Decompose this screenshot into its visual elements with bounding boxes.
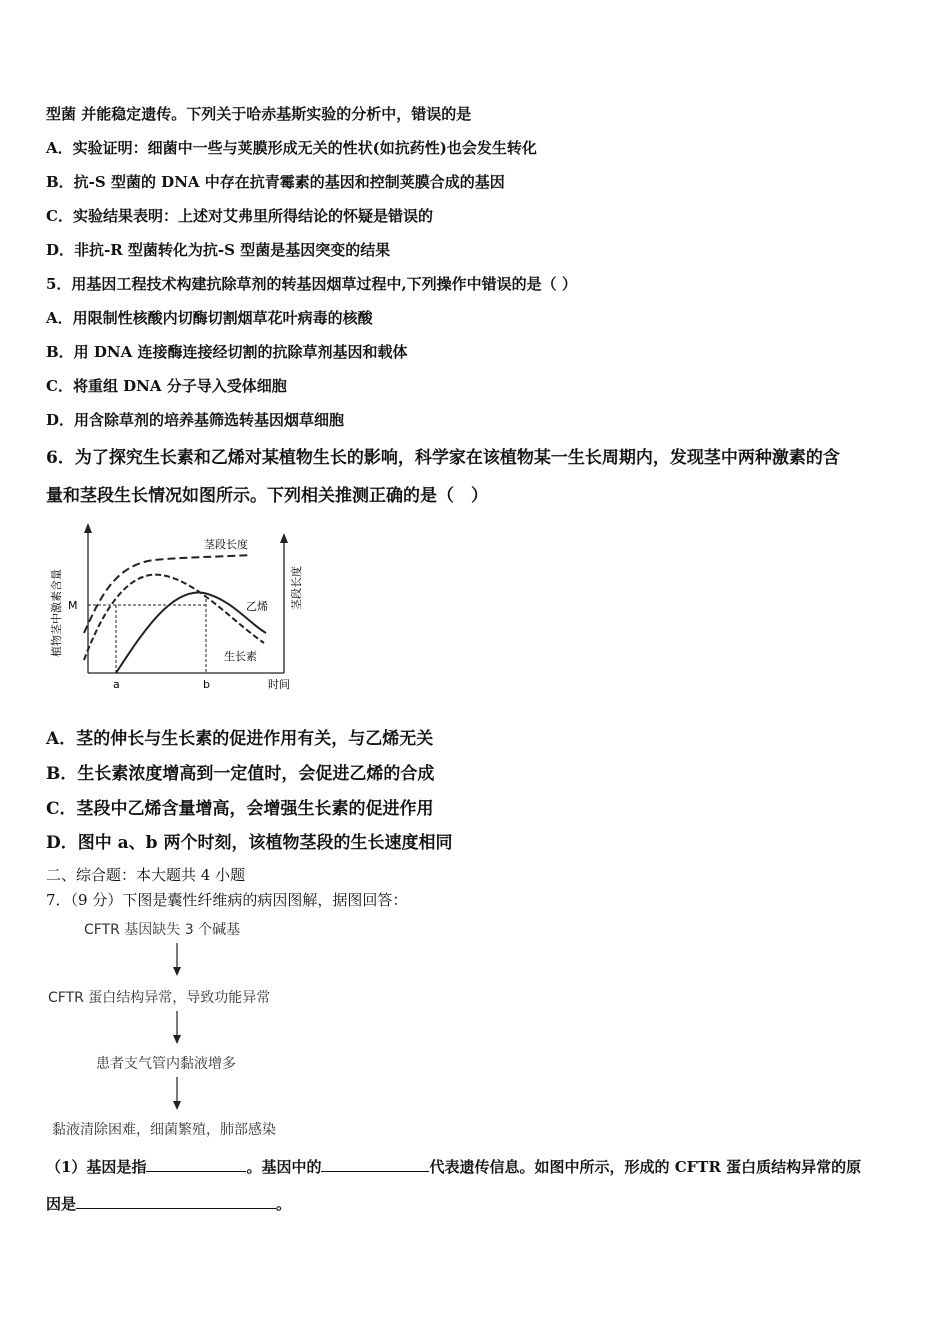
q7-sub1-line2 bbox=[46, 1193, 291, 1214]
q4-option-a: A．实验证明：细菌中一些与荚膜形成无关的性状(如抗药性)也会发生转化 bbox=[46, 139, 537, 157]
y-axis-arrow bbox=[84, 523, 92, 533]
q7-sub1-part-e: 。 bbox=[276, 1195, 292, 1213]
q5-option-c: C．将重组 DNA 分子导入受体细胞 bbox=[46, 377, 287, 395]
q5-stem: 5．用基因工程技术构建抗除草剂的转基因烟草过程中,下列操作中错误的是（ ） bbox=[46, 275, 577, 293]
curve-label-ethylene: 乙烯 bbox=[246, 600, 268, 613]
flow-step-2: CFTR 蛋白结构异常，导致功能异常 bbox=[48, 990, 271, 1006]
stem-length-curve bbox=[84, 555, 251, 633]
q7-sub1-part-b: 。基因中的 bbox=[246, 1158, 322, 1176]
y-right-label: 茎段长度 bbox=[290, 566, 303, 610]
flow-arrow-2 bbox=[171, 1011, 183, 1045]
x-axis-label: 时间 bbox=[268, 678, 290, 691]
q7-sub1-part-a: （1）基因是指 bbox=[46, 1158, 147, 1176]
q6-option-d: D．图中 a、b 两个时刻，该植物茎段的生长速度相同 bbox=[46, 833, 453, 853]
q7-sub1-line1 bbox=[46, 1156, 861, 1177]
flow-step-1: CFTR 基因缺失 3 个碱基 bbox=[84, 922, 241, 938]
hormone-figure bbox=[46, 515, 308, 695]
q6-stem-line1: 6．为了探究生长素和乙烯对某植物生长的影响，科学家在该植物某一生长周期内，发现茎中两种激素的含 bbox=[46, 448, 840, 468]
flow-arrow-1 bbox=[171, 943, 183, 977]
answer-blank-2[interactable] bbox=[321, 1157, 429, 1172]
flow-step-4: 黏液清除困难，细菌繁殖，肺部感染 bbox=[52, 1122, 276, 1138]
curve-label-auxin: 生长素 bbox=[224, 650, 257, 663]
q4-stem-tail: 型菌 并能稳定遗传。下列关于哈赤基斯实验的分析中，错误的是 bbox=[46, 105, 472, 123]
q5-option-d: D．用含除草剂的培养基筛选转基因烟草细胞 bbox=[46, 411, 345, 429]
y-left-label: 植物茎中激素含量 bbox=[50, 569, 63, 657]
section-heading: 二、综合题：本大题共 4 小题 bbox=[46, 866, 246, 884]
q7-sub1-part-d: 因是 bbox=[46, 1195, 77, 1213]
q5-option-b: B．用 DNA 连接酶连接经切割的抗除草剂基因和载体 bbox=[46, 343, 408, 361]
m-label: M bbox=[68, 599, 78, 612]
curve-label-stem: 茎段长度 bbox=[204, 538, 248, 551]
a-label: a bbox=[113, 678, 120, 691]
q4-option-c: C．实验结果表明：上述对艾弗里所得结论的怀疑是错误的 bbox=[46, 207, 433, 225]
flow-arrow-3 bbox=[171, 1077, 183, 1111]
q5-option-a: A．用限制性核酸内切酶切割烟草花叶病毒的核酸 bbox=[46, 309, 373, 327]
y-axis-right-arrow bbox=[280, 533, 288, 543]
q6-option-c: C．茎段中乙烯含量增高，会增强生长素的促进作用 bbox=[46, 799, 434, 819]
b-label: b bbox=[203, 678, 210, 691]
answer-blank-3[interactable] bbox=[76, 1194, 276, 1209]
q4-option-d: D．非抗-R 型菌转化为抗-S 型菌是基因突变的结果 bbox=[46, 241, 391, 259]
q4-option-b: B．抗-S 型菌的 DNA 中存在抗青霉素的基因和控制荚膜合成的基因 bbox=[46, 173, 505, 191]
auxin-curve bbox=[84, 575, 264, 660]
q6-option-a: A．茎的伸长与生长素的促进作用有关，与乙烯无关 bbox=[46, 729, 434, 749]
q7-sub1-part-c: 代表遗传信息。如图中所示，形成的 CFTR 蛋白质结构异常的原 bbox=[429, 1158, 862, 1176]
flow-step-3: 患者支气管内黏液增多 bbox=[96, 1056, 236, 1072]
q6-stem-line2: 量和茎段生长情况如图所示。下列相关推测正确的是（ ） bbox=[46, 486, 488, 506]
answer-blank-1[interactable] bbox=[146, 1157, 246, 1172]
q7-stem: 7．（9 分）下图是囊性纤维病的病因图解，据图回答： bbox=[46, 891, 408, 909]
flow-diagram bbox=[46, 915, 316, 1145]
q6-option-b: B．生长素浓度增高到一定值时，会促进乙烯的合成 bbox=[46, 764, 435, 784]
